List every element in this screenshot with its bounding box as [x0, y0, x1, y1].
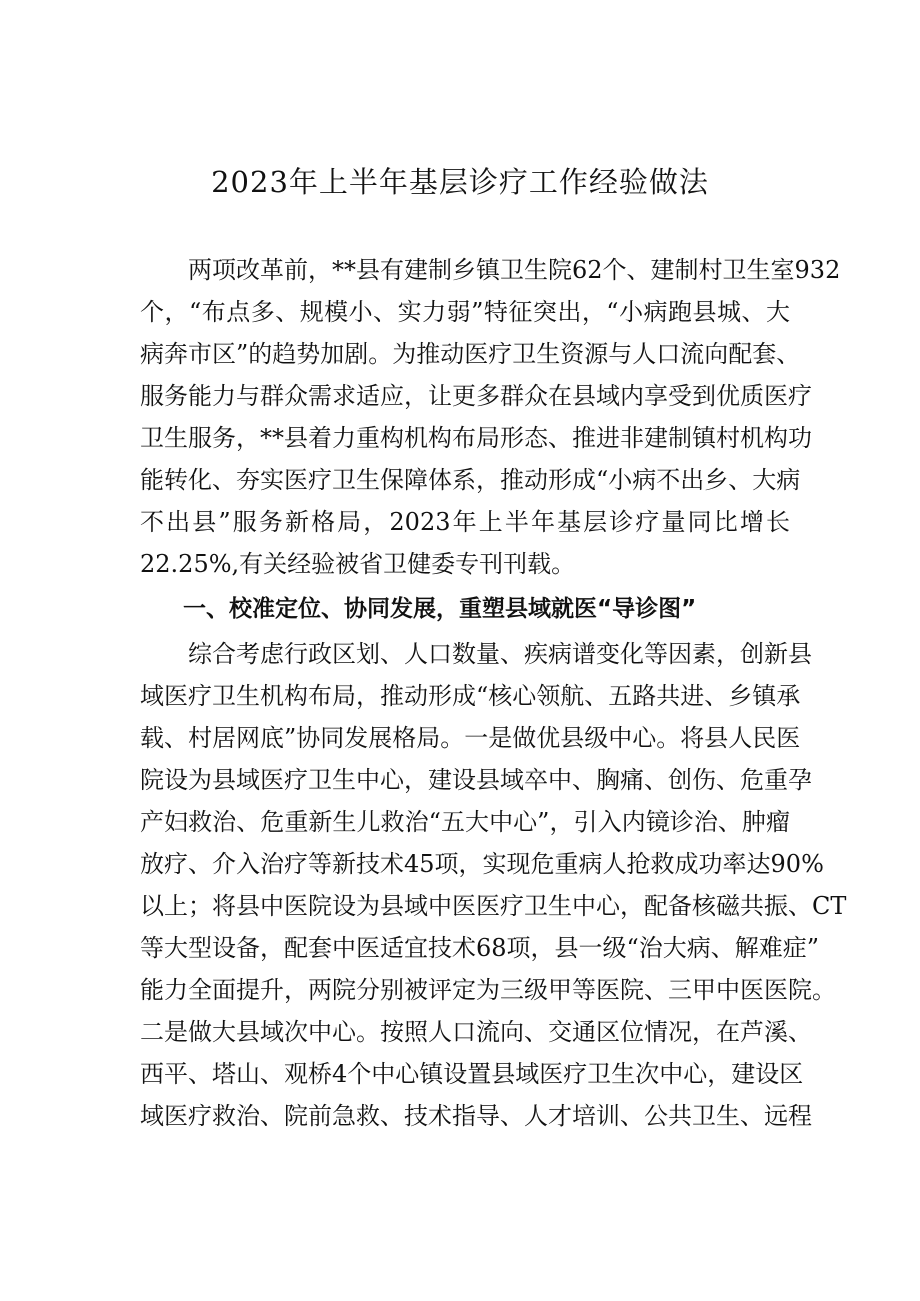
paragraph-line: 放疗、介入治疗等新技术45项，实现危重病人抢救成功率达90% — [140, 850, 824, 878]
paragraph-line: 能力全面提升，两院分别被评定为三级甲等医院、三甲中医医院。 — [140, 976, 836, 1004]
paragraph-line: 卫生服务，**县着力重构机构布局形态、推进非建制镇村机构功 — [140, 424, 812, 452]
paragraph-line: 病奔市区”的趋势加剧。为推动医疗卫生资源与人口流向配套、 — [140, 340, 801, 368]
paragraph-line: 以上；将县中医院设为县域中医医疗卫生中心，配备核磁共振、CT — [140, 892, 847, 920]
paragraph-line: 服务能力与群众需求适应，让更多群众在县域内享受到优质医疗 — [140, 382, 812, 410]
paragraph-line: 域医疗卫生机构布局，推动形成“核心领航、五路共进、乡镇承 — [140, 682, 801, 710]
paragraph-line: 西平、塔山、观桥4个中心镇设置县域医疗卫生次中心，建设区 — [140, 1060, 804, 1088]
paragraph-line: 二是做大县域次中心。按照人口流向、交通区位情况，在芦溪、 — [140, 1018, 812, 1046]
paragraph-line: 个，“布点多、规模小、实力弱”特征突出，“小病跑县城、大 — [140, 298, 790, 326]
paragraph-line: 产妇救治、危重新生儿救治“五大中心”，引入内镜诊治、肿瘤 — [140, 808, 790, 836]
paragraph-line: 域医疗救治、院前急救、技术指导、人才培训、公共卫生、远程 — [140, 1102, 812, 1130]
paragraph-line: 院设为县域医疗卫生中心，建设县域卒中、胸痛、创伤、危重孕 — [140, 766, 812, 794]
paragraph-line: 等大型设备，配套中医适宜技术68项，县一级“治大病、解难症” — [140, 934, 820, 962]
document-title: 2023年上半年基层诊疗工作经验做法 — [211, 165, 709, 199]
paragraph-line: 22.25%,有关经验被省卫健委专刊刊载。 — [140, 550, 576, 578]
section-heading: 一、校准定位、协同发展，重塑县域就医“导诊图” — [183, 596, 697, 622]
paragraph-line: 不出县”服务新格局，2023年上半年基层诊疗量同比增长 — [140, 508, 790, 536]
paragraph-line: 综合考虑行政区划、人口数量、疾病谱变化等因素，创新县 — [188, 640, 812, 668]
paragraph-line: 载、村居网底”协同发展格局。一是做优县级中心。将县人民医 — [140, 724, 801, 752]
paragraph-line: 能转化、夯实医疗卫生保障体系，推动形成“小病不出乡、大病 — [140, 466, 801, 494]
paragraph-line: 两项改革前，**县有建制乡镇卫生院62个、建制村卫生室932 — [188, 256, 841, 284]
